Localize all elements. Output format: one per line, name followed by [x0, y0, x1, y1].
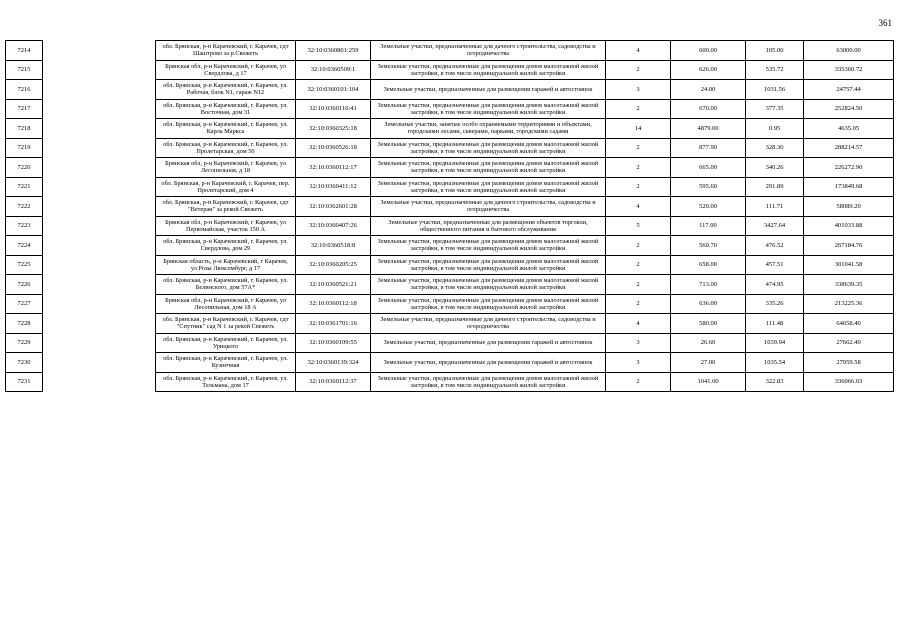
row-number-cell: 7224: [6, 236, 43, 256]
address-cell: Брянская обл, р-н Карачевский, г Карачев, ул Свердлова, д 17: [156, 60, 296, 80]
area-cell: 580.00: [671, 314, 746, 334]
land-use-cell: Земельные участки, предназначенные для дачного строительства, садоводства и огородничества: [371, 197, 606, 217]
cadastral-number-cell: 32:10:0360101:104: [296, 80, 371, 100]
table-row: [156, 333, 894, 353]
table-row: [156, 255, 894, 275]
row-number-row: [6, 80, 43, 100]
row-number-row: [6, 177, 43, 197]
table-row: [156, 197, 894, 217]
rate-cell: 111.71: [746, 197, 804, 217]
value-cell: 27662.40: [804, 333, 894, 353]
area-cell: 26.60: [671, 333, 746, 353]
rate-cell: 476.52: [746, 236, 804, 256]
row-number-row: [6, 314, 43, 334]
group-cell: 2: [606, 177, 671, 197]
address-cell: обл. Брянская, р-н Карачевский, г. Карачев, ул. Рабочая, блок N1, гараж N12: [156, 80, 296, 100]
row-number-row: [6, 197, 43, 217]
land-use-cell: Земельные участки, предназначенные для размещения гаражей и автостоянок: [371, 333, 606, 353]
table-row: [156, 353, 894, 373]
cadastral-number-cell: 32:10:0360109:55: [296, 333, 371, 353]
rate-cell: 1035.54: [746, 353, 804, 373]
row-number-cell: 7218: [6, 119, 43, 139]
row-number-row: [6, 41, 43, 61]
address-cell: Брянская обл, р-н Карачевский, г Карачев, ул Первомайская, участок 150 А: [156, 216, 296, 236]
cadastral-number-cell: 32:10:0360801:259: [296, 41, 371, 61]
row-number-row: [6, 275, 43, 295]
row-number-cell: 7226: [6, 275, 43, 295]
value-cell: 58089.20: [804, 197, 894, 217]
cadastral-number-cell: 32:10:0360526:18: [296, 138, 371, 158]
table-row: [156, 372, 894, 392]
address-cell: обл. Брянская, р-н Карачевский, г. Карачев, сдт "Спутник" сад N 1 за рекой Свежеть: [156, 314, 296, 334]
group-cell: 2: [606, 236, 671, 256]
land-use-cell: Земельные участки, предназначенные для дачного строительства, садоводства и огородничества: [371, 314, 606, 334]
address-cell: обл. Брянская, р-н Карачевский, г. Карачев, ул. Тельмана, дом 17: [156, 372, 296, 392]
row-number-cell: 7219: [6, 138, 43, 158]
rate-cell: 0.95: [746, 119, 804, 139]
row-number-cell: 7228: [6, 314, 43, 334]
rate-cell: 1039.94: [746, 333, 804, 353]
row-number-column: [5, 40, 43, 392]
row-number-row: [6, 60, 43, 80]
land-use-cell: Земельные участки, предназначенные для размещения домов малоэтажной жилой застройки, в том числе индивидуальной жилой застройки: [371, 158, 606, 178]
rate-cell: 335.26: [746, 294, 804, 314]
area-cell: 520.00: [671, 197, 746, 217]
group-cell: 5: [606, 216, 671, 236]
land-use-cell: Земельные участки, предназначенные для размещения домов малоэтажной жилой застройки, в том числе индивидуальной жилой застройки: [371, 255, 606, 275]
land-use-cell: Земельные участки, предназначенные для размещения домов малоэтажной жилой застройки, в том числе индивидуальной жилой застройки: [371, 177, 606, 197]
area-cell: 24.00: [671, 80, 746, 100]
row-number-cell: 7230: [6, 353, 43, 373]
address-cell: обл. Брянская, р-н Карачевский, г. Карачев, пер. Пролетарский, дом 4: [156, 177, 296, 197]
value-cell: 335360.72: [804, 60, 894, 80]
row-number-cell: 7225: [6, 255, 43, 275]
address-cell: обл. Брянская, р-н Карачевский, г. Карачев, ул. Карла Маркса: [156, 119, 296, 139]
address-cell: Брянская область, р-н Карачевский, г Карачев, ул Розы Люксембург, д 17: [156, 255, 296, 275]
table-row: [156, 119, 894, 139]
rate-cell: 328.30: [746, 138, 804, 158]
area-cell: 713.00: [671, 275, 746, 295]
cadastral-number-cell: 32:10:0360116:41: [296, 99, 371, 119]
rate-cell: 474.95: [746, 275, 804, 295]
land-use-cell: Земельные участки, предназначенные для дачного строительства, садоводства и огородничества: [371, 41, 606, 61]
table-row: [156, 275, 894, 295]
row-number-row: [6, 216, 43, 236]
address-cell: обл. Брянская, р-н Карачевский, г. Карачев, ул. Свердлова, дом 29: [156, 236, 296, 256]
value-cell: 173849.68: [804, 177, 894, 197]
row-number-row: [6, 255, 43, 275]
value-cell: 27959.58: [804, 353, 894, 373]
group-cell: 2: [606, 275, 671, 295]
value-cell: 252824.50: [804, 99, 894, 119]
row-number-row: [6, 158, 43, 178]
land-use-cell: Земельные участки, предназначенные для размещения домов малоэтажной жилой застройки, в том числе индивидуальной жилой застройки: [371, 138, 606, 158]
area-cell: 636.00: [671, 294, 746, 314]
land-plots-table: [155, 40, 894, 392]
address-cell: обл. Брянская, р-н Карачевский, г. Карачев, ул. Кузнечная: [156, 353, 296, 373]
group-cell: 2: [606, 255, 671, 275]
row-number-cell: 7227: [6, 294, 43, 314]
cadastral-number-cell: 32:10:0360112:37: [296, 372, 371, 392]
table-row: [156, 158, 894, 178]
value-cell: 301041.58: [804, 255, 894, 275]
value-cell: 213225.36: [804, 294, 894, 314]
area-cell: 665.00: [671, 158, 746, 178]
group-cell: 4: [606, 197, 671, 217]
address-cell: обл. Брянская, р-н Карачевский, г. Карачев, сдт Шаштрово за р.Свежеть: [156, 41, 296, 61]
rate-cell: 3427.64: [746, 216, 804, 236]
table-row: [156, 60, 894, 80]
cadastral-number-cell: 32:10:0360509:1: [296, 60, 371, 80]
land-use-cell: Земельные участки, предназначенные для размещения домов малоэтажной жилой застройки, в том числе индивидуальной жилой застройки: [371, 99, 606, 119]
rate-cell: 322.83: [746, 372, 804, 392]
cadastral-number-cell: 32:10:0360205:25: [296, 255, 371, 275]
rate-cell: 535.72: [746, 60, 804, 80]
land-use-cell: Земельные участки, предназначенные для размещения гаражей и автостоянок: [371, 80, 606, 100]
table-row: [156, 236, 894, 256]
cadastral-number-cell: 32:10:0360411:12: [296, 177, 371, 197]
land-use-cell: Земельные участки, предназначенные для размещения домов малоэтажной жилой застройки, в том числе индивидуальной жилой застройки: [371, 294, 606, 314]
row-number-row: [6, 372, 43, 392]
row-number-row: [6, 333, 43, 353]
row-number-row: [6, 353, 43, 373]
land-use-cell: Земельные участки, предназначенные для размещения домов малоэтажной жилой застройки, в том числе индивидуальной жилой застройки: [371, 60, 606, 80]
group-cell: 3: [606, 353, 671, 373]
land-use-cell: Земельные участки, предназначенные для размещения домов малоэтажной жилой застройки, в том числе индивидуальной жилой застройки: [371, 236, 606, 256]
row-number-cell: 7229: [6, 333, 43, 353]
table-row: [156, 41, 894, 61]
rate-cell: 457.51: [746, 255, 804, 275]
table-row: [156, 80, 894, 100]
value-cell: 4635.05: [804, 119, 894, 139]
value-cell: 288214.57: [804, 138, 894, 158]
area-cell: 626.00: [671, 60, 746, 80]
group-cell: 2: [606, 294, 671, 314]
land-use-cell: Земельные участки, предназначенные для размещения гаражей и автостоянок: [371, 353, 606, 373]
row-number-cell: 7215: [6, 60, 43, 80]
group-cell: 2: [606, 158, 671, 178]
row-number-cell: 7217: [6, 99, 43, 119]
cadastral-number-cell: 32:10:0360325:18: [296, 119, 371, 139]
group-cell: 3: [606, 333, 671, 353]
address-cell: обл. Брянская, р-н Карачевский, г. Карачев, ул. Белинского, дом 57А*: [156, 275, 296, 295]
rate-cell: 1031.56: [746, 80, 804, 100]
row-number-row: [6, 119, 43, 139]
cadastral-number-cell: 32:10:0360407:26: [296, 216, 371, 236]
address-cell: Брянская обл, р-н Карачевский, г Карачев, ул Лесопильная, д 18: [156, 158, 296, 178]
table-row: [156, 138, 894, 158]
group-cell: 2: [606, 372, 671, 392]
row-number-row: [6, 294, 43, 314]
land-use-cell: Земельные участки, предназначенные для размещения домов малоэтажной жилой застройки, в том числе индивидуальной жилой застройки: [371, 275, 606, 295]
address-cell: обл. Брянская, р-н Карачевский, г. Карачев, ул. Восточная, дом 31: [156, 99, 296, 119]
row-number-cell: 7221: [6, 177, 43, 197]
land-use-cell: Земельные участки, предназначенные для размещения объектов торговли, общественного питания и бытового обслуживания: [371, 216, 606, 236]
rate-cell: 111.48: [746, 314, 804, 334]
address-cell: Брянская обл, р-н Карачевский, г Карачев, ул Лесопильная, дом 18 А: [156, 294, 296, 314]
table-row: [156, 99, 894, 119]
value-cell: 63000.00: [804, 41, 894, 61]
row-number-row: [6, 138, 43, 158]
table-row: [156, 314, 894, 334]
area-cell: 877.90: [671, 138, 746, 158]
table-row: [156, 216, 894, 236]
rate-cell: 340.26: [746, 158, 804, 178]
value-cell: 338639.35: [804, 275, 894, 295]
value-cell: 336066.03: [804, 372, 894, 392]
row-number-row: [6, 236, 43, 256]
group-cell: 2: [606, 99, 671, 119]
area-cell: 117.00: [671, 216, 746, 236]
cadastral-number-cell: 32:10:0362601:28: [296, 197, 371, 217]
row-number-cell: 7231: [6, 372, 43, 392]
group-cell: 2: [606, 138, 671, 158]
area-cell: 4879.00: [671, 119, 746, 139]
area-cell: 1041.00: [671, 372, 746, 392]
value-cell: 64658.40: [804, 314, 894, 334]
page-number: 361: [878, 18, 892, 28]
cadastral-number-cell: 32:10:0361701:16: [296, 314, 371, 334]
group-cell: 14: [606, 119, 671, 139]
rate-cell: 291.89: [746, 177, 804, 197]
group-cell: 2: [606, 60, 671, 80]
area-cell: 595.60: [671, 177, 746, 197]
group-cell: 4: [606, 41, 671, 61]
address-cell: обл. Брянская, р-н Карачевский, г. Карачев, ул. Урицкого: [156, 333, 296, 353]
land-use-cell: Земельные участки, занятые особо охраняемыми территориями и объектами, городскими лесами, скверами, парками, городскими садами: [371, 119, 606, 139]
table-row: [156, 294, 894, 314]
area-cell: 670.00: [671, 99, 746, 119]
address-cell: обл. Брянская, р-н Карачевский, г. Карачев, ул. Пролетарская, дом 50: [156, 138, 296, 158]
area-cell: 27.00: [671, 353, 746, 373]
value-cell: 401033.88: [804, 216, 894, 236]
area-cell: 658.00: [671, 255, 746, 275]
area-cell: 560.70: [671, 236, 746, 256]
row-number-cell: 7220: [6, 158, 43, 178]
row-number-cell: 7216: [6, 80, 43, 100]
cadastral-number-cell: 32:10:0360139:324: [296, 353, 371, 373]
area-cell: 600.00: [671, 41, 746, 61]
rate-cell: 105.00: [746, 41, 804, 61]
cadastral-number-cell: 32:10:0360112:18: [296, 294, 371, 314]
value-cell: 24757.44: [804, 80, 894, 100]
row-number-cell: 7222: [6, 197, 43, 217]
group-cell: 4: [606, 314, 671, 334]
land-use-cell: Земельные участки, предназначенные для размещения домов малоэтажной жилой застройки, в том числе индивидуальной жилой застройки: [371, 372, 606, 392]
row-number-row: [6, 99, 43, 119]
value-cell: 267184.76: [804, 236, 894, 256]
table-row: [156, 177, 894, 197]
row-number-cell: 7223: [6, 216, 43, 236]
rate-cell: 377.35: [746, 99, 804, 119]
row-number-cell: 7214: [6, 41, 43, 61]
cadastral-number-cell: 32:10:0360521:21: [296, 275, 371, 295]
group-cell: 3: [606, 80, 671, 100]
value-cell: 226272.90: [804, 158, 894, 178]
address-cell: обл. Брянская, р-н Карачевский, г. Карачев, сдт "Ветеран" за рекой Свежеть: [156, 197, 296, 217]
cadastral-number-cell: 32:10:0360112:17: [296, 158, 371, 178]
cadastral-number-cell: 32:10:0360518:8: [296, 236, 371, 256]
